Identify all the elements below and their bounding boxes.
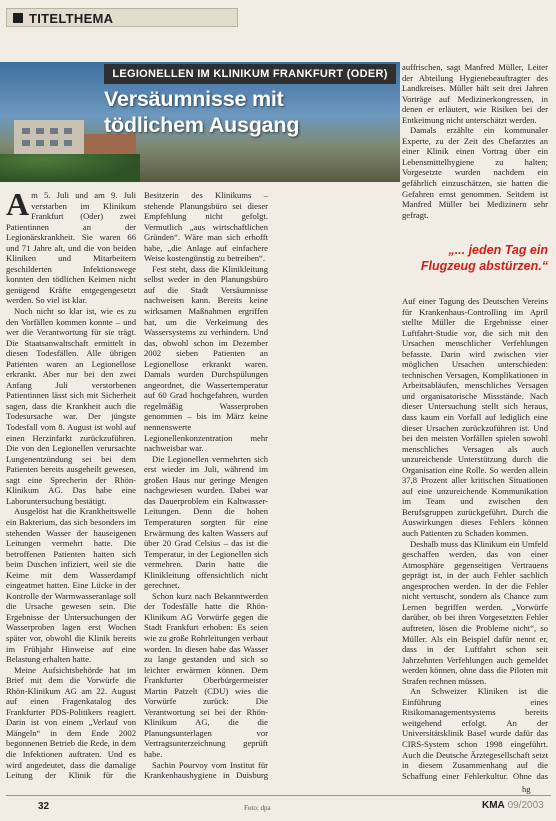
photo-trees bbox=[0, 154, 140, 182]
paragraph: An Schweizer Kliniken ist die Einführung eines Risikomanagementsystems bereits weitgehend erfolgt. An der Universitätsklinik Basel wurde dafür das CIRS-System schon 1998 eingeführt. Auch die Deutsche Ärztegesellschaft setzt in diesem Zusammenhang auf die Schaffung einer Fehlerkultur. Ohne das bbox=[402, 686, 548, 781]
paragraph: auffrischen, sagt Manfred Müller, Leiter der Abteilung Hygienebeauftragter des Landkreises. Müller hält seit drei Jahren Vorträge auf Medizinerkongressen, in denen er erläutert, wie Risiken bei der Entkeimung nicht unterschätzt werden. bbox=[402, 62, 548, 125]
paragraph: Ausgelöst hat die Krankheitswelle ein Bakterium, das sich besonders im stehenden Wasser der hauseigenen Leitungen vermehrt hatte. Die betroffenen Patienten hatten sich beim Duschen infiziert, weil sie die Keime mit dem Wasserdampf eingeatmet hatten. Eine Lücke in der Kontrolle der Warmwasseranlage soll die Ursache gewesen sein. Die Ergebnisse der Untersuchungen der Wasserproben lagen erst Wochen später vor, obwohl die Klinik bereits im Frühjahr Hinweise auf eine Belastung erhalten hatte. bbox=[6, 506, 136, 665]
photo-window bbox=[64, 140, 72, 146]
article-column-3-bottom bbox=[402, 296, 548, 782]
photo-window bbox=[64, 128, 72, 134]
page-number: 32 bbox=[38, 801, 50, 812]
article-column-2 bbox=[144, 190, 268, 782]
paragraph: Sachin Pourvoy vom Institut für Krankenhaushygiene in Duisburg bbox=[144, 759, 268, 781]
paragraph: Fest steht, dass die Klinikleitung selbst weder in den Planungsbüro auf die Stadt Versäumnisse nachweisen kann. Bereits keine wirksamen Maßnahmen ergriffen hat, um die Verkeimung des Wassersystems zu verhindern. Und das, obwohl schon im Dezember 2002 sieben Patienten an Legionellose erkrankt waren. Damals wurden Durchspülungen angeordnet, die Wassertemperatur auf 60 Grad hochgefahren, wurden regelmäßig Wasserproben genommen – bis im März keine nennenswerte Legionellenkonzentration mehr nachweisbar war. bbox=[144, 263, 268, 454]
headline-line-1: Versäumnisse mit bbox=[104, 87, 284, 111]
photo-window bbox=[50, 128, 58, 134]
article-headline bbox=[104, 86, 394, 138]
paragraph: Auf einer Tagung des Deutschen Vereins für Krankenhaus-Controlling im April stellte Müller die Ergebnisse einer Luftfahrt-Studie vor, die sich mit den Ursachen menschlicher Verfehlungen befasste. Darin wird zwischen vier möglichen Ursachen unterschieden: technischen Versagen, Komplikationen in Arbeitsabläufen, menschliches Versagen und organisatorische Missstände. Nach dieser Untersuchung stellt sich heraus, dass kaum ein Vorfall auf lediglich eine dieser Ursachen zurückzuführen ist. Und bei den meisten Vorfällen spielen sowohl menschliches Versagen als auch unzureichende Unterstützung durch die Organisation eine Rolle. So werden allein 37,8 Prozent aller kritischen Situationen auf eine unzureichende Kommunikation im Team und zwischen den Berufsgruppen zurückgeführt. Durch die Auswirkungen dieses Fehlers können auch Patienten zu Schaden kommen. bbox=[402, 296, 548, 539]
magazine-footer bbox=[482, 800, 544, 811]
paragraph: Meine Aufsichtsbehörde hat im Brief mit dem die Vorwürfe die Rhön-Klinikum AG am 22. August auf einen Fragenkatalog des Frankfurter PDS-Politikers reagiert. Darin ist von einem „Verlauf von Mängeln“ in dem Ende 2002 begonnenen Betrieb die Rede, in dem die Infektionen auftraten. Und es wird angedeutet, dass die damalige Leitung der Klinik für die bbox=[6, 664, 136, 781]
pull-quote bbox=[410, 242, 548, 274]
article-kicker: LEGIONELLEN IM KLINIKUM FRANKFURT (ODER) bbox=[104, 64, 396, 84]
magazine-name: KMA bbox=[482, 800, 505, 811]
headline-line-2: tödlichem Ausgang bbox=[104, 113, 300, 137]
photo-window bbox=[36, 140, 44, 146]
photo-window bbox=[50, 140, 58, 146]
author-signature: hg bbox=[522, 784, 531, 794]
pull-quote-line-1: „... jeden Tag ein bbox=[448, 243, 548, 257]
photo-window bbox=[22, 128, 30, 134]
paragraph: Noch nicht so klar ist, wie es zu den Vorfällen kommen konnte – und wer die Verantwortung für sie trägt. Die Staatsanwaltschaft ermittelt in diesen Todesfällen. Alle übrigen Patienten waren an Legionellose erkrankt. Aber nur bei den zwei Anfang Juli verstorbenen Patientinnen lässt sich mit Sicherheit sagen, dass die Krankheit auch die Todesursache war. Der jüngste Todesfall vom 8. August ist wohl auf einen Herzinfarkt zurückzuführen. Die von den Legionellen verursachte Lungenentzündung sei bei dem Patienten bereits ausgeheilt gewesen, sagt eine Sprecherin der Rhön-Klinikum AG. Das habe eine Laboruntersuchung bestätigt. bbox=[6, 306, 136, 506]
paragraph: Damals erzählte ein kommunaler Experte, zu der Zeit des Chefarztes an einer Klinik einen Vortrag über ein Lebensmittelhygiene zu halten; Vorgesetzte wurden nachdem ein gefährlich einzuschätzen, sie hatten die Gefahren ernst genommen. Seitdem ist Manfred Müller bei Medizinern sehr gefragt. bbox=[402, 125, 548, 220]
section-rubric bbox=[6, 8, 238, 27]
article-column-1 bbox=[6, 190, 136, 782]
article-column-3-top bbox=[402, 62, 548, 224]
photo-window bbox=[36, 128, 44, 134]
paragraph-text: m 5. Juli und am 9. Juli verstarben im Klinikum Frankfurt (Oder) zwei Patientinnen an der Legionärskrankheit. Sie waren 66 und 71 Jahre alt, und die von beiden Kliniken und Mitarbeitern geschilderten Infektionswege konnten den tödlichen Keimen nicht genügend Kräfte entgegengesetzt werden. So viel ist klar. bbox=[6, 190, 136, 306]
paragraph: Schon kurz nach Bekanntwerden der Todesfälle hatte die Rhön-Klinikum AG Vorwürfe gegen die Stadt Frankfurt erhoben: Es seien wie zu große Rohrleitungen verbaut worden. In diesen habe das Wasser zu lange gestanden und sich so leichter erwärmen können. Dem Frankfurter Oberbürgermeister Martin Patzelt (CDU) wies die Vorwürfe zurück: Die Verantwortung sei bei der Rhön-Klinikum AG, die die Planungsunterlagen vor Vertragsunterzeichnung geprüft habe. bbox=[144, 590, 268, 759]
rubric-label: TITELTHEMA bbox=[29, 11, 114, 26]
footer-divider bbox=[6, 795, 551, 796]
paragraph: Besitzerin des Klinikums – stehende Planungsbüro sei dieser Empfehlung nicht gefolgt. Vermutlich „aus wirtschaftlichen Gründen“. Wäre man sich erhofft habe, „die Anlage auf einfachere Weise kostengünstig zu betreiben“. bbox=[144, 190, 268, 264]
drop-cap: A bbox=[6, 190, 30, 222]
paragraph: Die Legionellen vermehrten sich erst wieder im Juli, während im großen Haus nur geringe Mengen nachgewiesen wurden. Dabei war das Dauerproblem ein Kaltwasser-Leitungen. Denn die hohen Temperaturen sorgten für eine Erwärmung des kalten Wassers auf über 20 Grad Celsius – das ist die Temperatur, in der Legionellen sich vermehren. Darin hatte die Klinikleitung offensichtlich nicht gerechnet. bbox=[144, 453, 268, 591]
photo-credit: Foto: dpa bbox=[244, 804, 271, 812]
rubric-marker bbox=[13, 13, 23, 23]
photo-window bbox=[22, 140, 30, 146]
magazine-issue: 09/2003 bbox=[507, 800, 544, 811]
pull-quote-line-2: Flugzeug abstürzen.“ bbox=[420, 259, 548, 273]
paragraph: Deshalb muss das Klinikum ein Umfeld geschaffen werden, das von einer Atmosphäre gegenseitigen Vertrauens geprägt ist, in der auch Fehler sachlich angesprochen werden. In der die Fehler nicht vertuscht, sondern als Chance zum Lernen begriffen werden. „Vorwürfe darüber, ob bei ihren Vorgesetzten Fehler auftreten, lösen die Probleme nicht“, so Müller. Als ein Beispiel dafür nennt er, dass in der Luftfahrt schon seit Jahrzehnten Verfehlungen auch gemeldet werden können, ohne dass die Piloten mit Strafen rechnen müssen. bbox=[402, 538, 548, 686]
lead-paragraph bbox=[6, 190, 136, 306]
